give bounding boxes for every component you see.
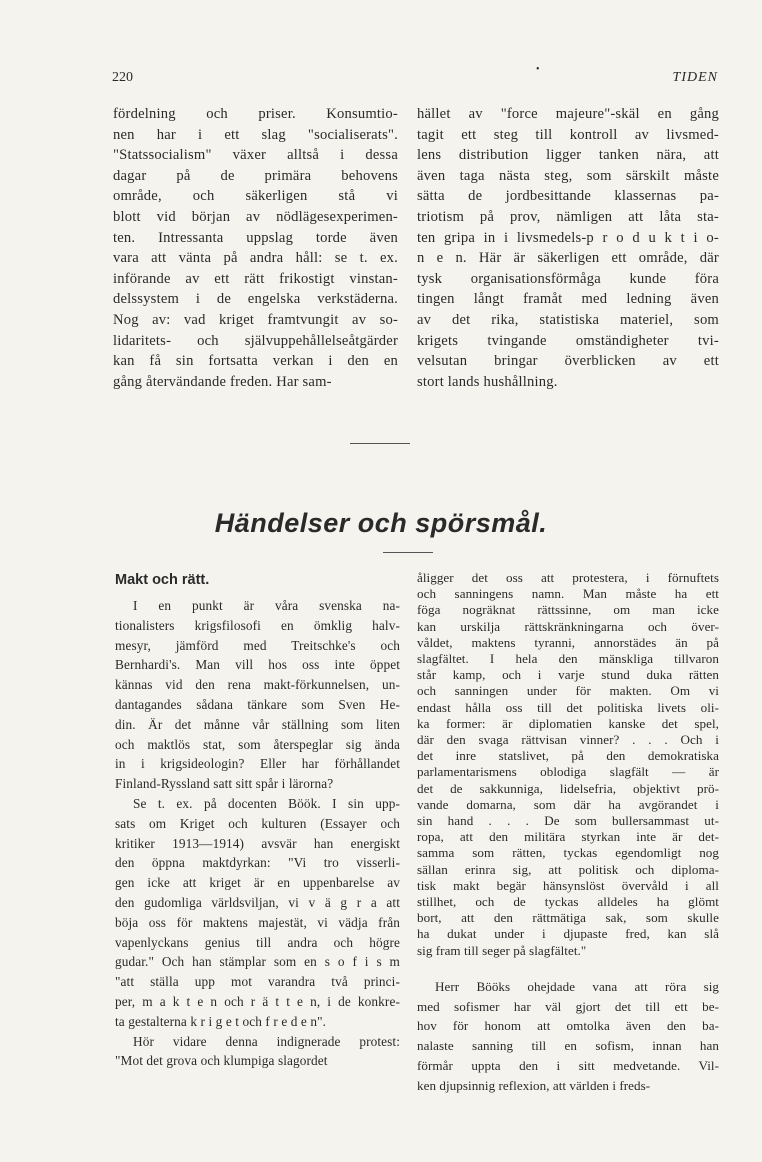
text-line: gen icke att kriget är en uppenbarelse av <box>115 875 400 891</box>
text-line: "Statssocialism" växer alltså i dessa <box>113 147 398 164</box>
text-line: vande domarna, som där ha avgörandet i <box>417 796 719 812</box>
text-line: tagit ett steg till kontroll av livsmed- <box>417 126 719 143</box>
text-line: ropa, att den militära styrkan inte är det- <box>417 829 719 845</box>
top-left-column <box>113 104 398 392</box>
text-line: dantagandes sådana tänkare som Sven He- <box>115 696 400 712</box>
text-line: nalaste sanning till en sofism, innan han <box>417 1038 719 1054</box>
text-line: slagfältet. I hela den mänskliga tillvaron <box>417 651 719 667</box>
text-line: ha dukat under i djupaste fred, kan slå <box>417 926 719 942</box>
text-line: kan få sin fortsatta verkan i den en <box>113 353 398 370</box>
text-line: den öppna maktdyrkan: "Vi tro visserli- <box>115 855 400 871</box>
text-line: det inre statslivet, på den demokratiska <box>417 748 719 764</box>
quote-continuation <box>417 570 719 959</box>
text-line: åligger det oss att protestera, i förnuftets <box>417 570 719 585</box>
top-right-column <box>417 104 719 392</box>
text-line: vapenlyckans genius till andra och högre <box>115 934 400 950</box>
text-line: blott vid början av nödlägesexperimen- <box>113 208 398 225</box>
text-line: "Mot det grova och klumpiga slagordet <box>115 1053 328 1069</box>
header-dot: • <box>536 64 540 75</box>
page-number: 220 <box>112 70 133 85</box>
text-line: tingen långt framåt med ledning även <box>417 291 719 308</box>
text-line: av det rika, statistiska materiel, som <box>417 311 719 328</box>
section-divider-top <box>350 443 410 444</box>
text-line: sin hand . . . De som bullersammast ut- <box>417 813 719 829</box>
text-line: kännas vid den rena makt-förkunnelsen, un- <box>115 677 400 693</box>
text-line: per, m a k t e n och r ä t t e n, i de konkre- <box>115 993 400 1009</box>
text-line: står kamp, och i varje stund duka rätten <box>417 667 719 683</box>
text-line: "att ställa upp mot varandra två princi- <box>115 974 400 990</box>
text-line: sats om Kriget och kulturen (Essayer och <box>115 815 400 831</box>
text-line: I en punkt är våra svenska na- <box>133 598 400 613</box>
text-line: kritiker 1913—1914) avsvär han energiskt <box>115 835 400 851</box>
text-line: våldet, maktens tyranni, annorstädes än på <box>417 634 719 650</box>
text-line: mesyr, jämförd med Treitschke's och <box>115 637 400 653</box>
journal-title: TIDEN <box>672 70 718 85</box>
text-line: och sanningens namn. Man måste ha ett <box>417 586 719 602</box>
text-line: Finland-Ryssland satt sitt spår i lärorna? <box>115 776 334 792</box>
text-line: sig fram till seger på slagfältet." <box>417 942 587 958</box>
text-line: krigets tvingande omständigheter tvi- <box>417 332 719 349</box>
text-line: Hör vidare denna indignerade protest: <box>133 1033 400 1049</box>
text-line: stort lands hushållning. <box>417 373 558 390</box>
text-line: där den svaga rättvisan vinner? . . . Och i <box>417 732 719 748</box>
text-line: gång återvändande freden. Har sam- <box>113 373 332 390</box>
text-line: dagar på de primära behovens <box>113 167 398 184</box>
closing-paragraph <box>417 977 719 1096</box>
text-line: den gudomliga världsviljan, vi v ä g r a att <box>115 894 400 910</box>
text-line: förmår uppta den i sitt medvetande. Vil- <box>417 1058 719 1074</box>
text-line: Herr Bööks ohejdade vana att röra sig <box>435 978 719 994</box>
text-line: det de sakkunniga, lidelsefria, objektivt prö- <box>417 780 719 796</box>
bottom-left-column <box>115 596 400 1071</box>
text-line: lidaritets- och självuppehållelseåtgärder <box>113 332 398 349</box>
text-line: Se t. ex. på docenten Böök. I sin upp- <box>133 795 400 811</box>
text-line: böja oss för maktens majestät, vi vädja från <box>115 914 400 930</box>
text-line: delssystem i de engelska verkstäderna. <box>113 291 398 308</box>
text-line: lens distribution ligger tanken nära, att <box>417 147 719 164</box>
text-line: vara att vänta på andra håll: se t. ex. <box>113 250 398 267</box>
bottom-right-column <box>417 570 719 1096</box>
text-line: sätta de jordbesittande klassernas pa- <box>417 188 719 205</box>
text-line: hället av "force majeure"-skäl en gång <box>417 106 719 122</box>
text-line: triotism på prov, nämligen att låta sta- <box>417 208 719 225</box>
text-line: område, och säkerligen stå vi <box>113 188 398 205</box>
text-line: tysk organisationsförmåga kunde föra <box>417 270 719 287</box>
text-line: och sanningen under för makten. Om vi <box>417 683 719 699</box>
page-header <box>112 64 718 90</box>
section-title: Händelser och spörsmål. <box>214 508 548 538</box>
text-line: införande av ett rätt frikostigt vinstan- <box>113 270 398 287</box>
text-line: ka former: är diplomatien kanske det spel, <box>417 715 719 731</box>
text-line: tisk makt begär hänsynslöst övervåld i all <box>417 877 719 893</box>
text-line: din. Är det månne vår ställning som liten <box>115 716 400 732</box>
text-line: sällan erinra sig, att politisk och diploma- <box>417 861 719 877</box>
text-line: samma som rätten, tyckas egendomligt nog <box>417 845 719 861</box>
text-line: in i krigsideologin? Eller har förhållandet <box>115 756 400 772</box>
text-line: och maktlös stat, som återspeglar sig ända <box>115 736 400 752</box>
text-line: parlamentarismens oblodiga slagfält — är <box>417 764 719 780</box>
text-line: ken djupsinnig reflexion, att världen i freds- <box>417 1077 651 1093</box>
text-line: Nog av: vad kriget framtvungit av so- <box>113 311 398 328</box>
text-line: endast hålla oss till det politiska livets oli- <box>417 699 719 715</box>
subsection-title: Makt och rätt. <box>115 572 210 588</box>
paragraph-gap <box>417 959 719 977</box>
text-line: ta gestalterna k r i g e t och f r e d e n". <box>115 1013 327 1029</box>
text-line: bort, att den rättmätiga sak, som skulle <box>417 910 719 926</box>
text-line: ten gripa in i livsmedels-p r o d u k t i o- <box>417 229 719 246</box>
text-line: n e n. Här är säkerligen ett område, där <box>417 250 719 267</box>
text-line: Bernhardi's. Man vill hos oss inte öppet <box>115 657 400 673</box>
text-line: även taga nästa steg, som särskilt måste <box>417 167 719 184</box>
section-divider-bottom <box>383 552 433 553</box>
text-line: gudar." Och han stämplar som en s o f i s m <box>115 954 400 970</box>
text-line: fördelning och priser. Konsumtio- <box>113 106 398 122</box>
text-line: ten. Intressanta uppslag torde även <box>113 229 398 246</box>
text-line: velsutan bringar överblicken av ett <box>417 353 719 370</box>
text-line: tionalisters krigsfilosofi en ömklig halv- <box>115 617 400 633</box>
text-line: hov för honom att omtolka även den ba- <box>417 1018 719 1034</box>
text-line: nen har i ett slag "socialiserats". <box>113 126 398 143</box>
text-line: föga nogräknat rättssinne, om man icke <box>417 602 719 618</box>
text-line: kan urskilja rättskränkningarna och över- <box>417 618 719 634</box>
text-line: stillhet, och de tyckas alldeles ha glömt <box>417 894 719 910</box>
text-line: med sofismer har väl gjort det till ett be- <box>417 998 719 1014</box>
